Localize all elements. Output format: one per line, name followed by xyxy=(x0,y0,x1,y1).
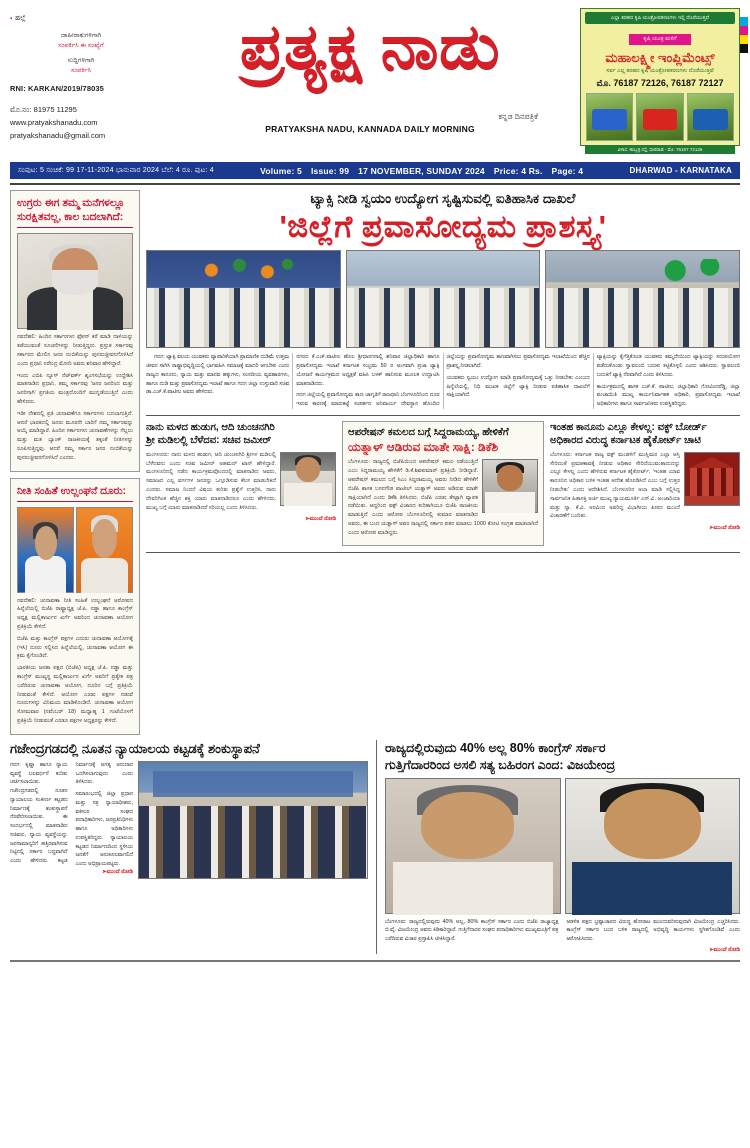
bottom-right-headline-line2: ಗುತ್ತಿಗೆದಾರರಿಂದ ಅಸಲಿ ಸತ್ಯ ಬಹಿರಂಗ ಎಂದ: ವಿಜಯೇಂದ್ರ xyxy=(385,757,616,772)
masthead-advertisement[interactable] xyxy=(580,8,740,153)
bottom-story-row xyxy=(10,740,740,954)
bottom-story-court-foundation[interactable] xyxy=(10,740,368,954)
print-color-bar xyxy=(740,17,748,53)
photo-narendra-modi xyxy=(17,233,133,329)
photo-karnataka-high-court xyxy=(684,452,740,506)
bottom-right-headline xyxy=(385,740,740,774)
mid-story-highcourt[interactable] xyxy=(550,421,740,546)
photo-siddaramaiah xyxy=(385,778,561,914)
rni-number: RNI: KARKAN/2019/78035 xyxy=(10,84,104,94)
bottom-left-para1: ಗದಗ: ಕೃಷ್ಣಾ ಹಾಗೂ ನ್ಯಾಯ ವ್ಯವಸ್ಥೆ ಬಲವರ್ಧನೆ ಕುರಿತು ಚರ್ಚಿಸಲಾಯಿತು. ಗಜೇಂದ್ರಗಡದಲ್ಲಿ ನೂತನ ನ್ಯಾಯಾಲಯ ಸಂಕೀರ್ಣ ಕಟ್ಟಡದ ನಿರ್ಮಾಣಕ್ಕೆ ಶಂಕುಸ್ಥಾಪನೆ ನೆರವೇರಿಸಲಾಯಿತು. ಈ ಸಂದರ್ಭದಲ್ಲಿ ಮಾತನಾಡಿದ ಸಚಿವರು, ನ್ಯಾಯ ವ್ಯವಸ್ಥೆಯನ್ನು ಜನಸಾಮಾನ್ಯರಿಗೆ ಹತ್ತಿರವಾಗಿಸುವ ನಿಟ್ಟಿನಲ್ಲಿ ಸರ್ಕಾರ ಬದ್ಧವಾಗಿದೆ ಎಂದು ಹೇಳಿದರು. ಕಟ್ಟಡ ನಿರ್ಮಾಣಕ್ಕೆ ಅಗತ್ಯ ಅನುದಾನ ಒದಗಿಸಲಾಗುವುದು ಎಂದು ತಿಳಿಸಿದರು. xyxy=(10,761,133,865)
mid-story3-continued[interactable]: ➤ ಮುಂದೆ ನೋಡಿ xyxy=(709,524,740,533)
photo-dk-shivakumar xyxy=(482,459,538,513)
sidebar-story2-photos xyxy=(17,507,133,593)
lead-para-3: ಗದಗ ಜಿಲ್ಲೆಯಲ್ಲಿ ಪ್ರವಾಸೋದ್ಯಮ ತಾಣ ಜಾಗೃತಿಗೆ ರಾಜಧಾನಿ ಬೆಂಗಳೂರಿನಿಂದ ದೂರ ಇರುವ ಕಾರಣಕ್ಕೆ ಮಾರುಕಟ್ಟೆ ಸಂಪರ್ಕದ ಅನಿವಾರ್ಯ ದೇವಸ್ಥಾನ ಹೊಂದಿದ ಜಿಲ್ಲೆಯನ್ನು ಪ್ರವಾಸೋದ್ಯಮ ತಾಣವಾಗಿಸಲು ಪ್ರವಾಸೋದ್ಯಮ ಇಲಾಖೆಯಿಂದ ಹೆಚ್ಚಿನ ಪ್ರಾಶಸ್ತ್ಯ ನೀಡಲಾಗಿದೆ. xyxy=(296,354,590,408)
sidebar-story1-body xyxy=(17,333,133,462)
volume-label: Volume: 5 xyxy=(260,165,302,176)
mid-story2-headline-line2: ಯತ್ನಾಳ್ ಆಡಿರುವ ಮಾತೇ ಸಾಕ್ಷಿ: ಡಿಕೆಶಿ xyxy=(348,440,499,455)
mid-story3-body xyxy=(550,451,740,532)
photo-zameer-ahmed-khan xyxy=(280,452,336,506)
bottom-right-photos xyxy=(385,778,740,914)
news-contact-line1: ಸುದ್ದಿಗಳಿಗಾಗಿ xyxy=(67,56,95,64)
photo-taxi-flag-off xyxy=(545,250,740,348)
masthead xyxy=(10,8,740,158)
issue-pages: Page: 4 xyxy=(551,165,584,176)
ad-top-strip: ಎಲ್ಲಾ ತರಹದ ಕೃಷಿ ಯಂತ್ರೋಪಕರಣಗಳು ಇಲ್ಲಿ ದೊರೆಯುತ್ತವೆ xyxy=(585,12,735,24)
bottom-right-para1: ಬೆಂಗಳೂರು: ರಾಜ್ಯದಲ್ಲಿರುವುದು 40% ಅಲ್ಲ, 80% ಕಾಂಗ್ರೆಸ್ ಸರ್ಕಾರ ಎಂದು ಬಿಜೆಪಿ ರಾಜ್ಯಾಧ್ಯಕ್ಷ ಬಿ.ವೈ. ವಿಜಯೇಂದ್ರ ಅವರು ಕಿಡಿಕಾರಿದ್ದಾರೆ. ಗುತ್ತಿಗೆದಾರರ ಸಂಘದ ಪದಾಧಿಕಾರಿಗಳು ಮುಖ್ಯಮಂತ್ರಿಗೆ ಪತ್ರ ಬರೆದಿರುವ ವಿಚಾರ ಪ್ರಸ್ತಾಪಿಸಿ ಟೀಕಿಸಿದ್ದಾರೆ. xyxy=(385,918,559,943)
lead-para-1: ಗದಗ: ಟ್ಯಾಕ್ಸಿ ವಲಯ ಯುವಕರು ವ್ಯಾಪಾರಿಕೆಯಾಗಿ ಪ್ರಾಮಾಣಿಕ ದುಡಿಮೆ ಉತ್ತಮ ಜೀವನ ಸಾಗಿಸಿ ರಾಷ್ಟ್ರಾಭಿವೃದ್ಧಿಯಲ್ಲಿ ಭಾಗವಹಿಸಿ ಸಮಾಜಕ್ಕೆ ಮಾದರಿ ಆಗಬೇಕು ಎಂದು ರಾಜ್ಯದ ಕಾನೂನು, ನ್ಯಾಯ ಮತ್ತು ಮಾನವ ಹಕ್ಕುಗಳು, ಸಂಸದೀಯ ವ್ಯವಹಾರಗಳು, ಹಾಗೂ ದುಡಿ ಮತ್ತು ಪ್ರವಾಸೋದ್ಯಮ ಇಲಾಖೆ ಹಾಗೂ ಗದಗ ಜಿಲ್ಲಾ ಉಸ್ತುವಾರಿ ಸಚಿವ ಡಾ.ಎಚ್.ಕೆ.ಪಾಟೀಲ ಅವರು ಹೇಳಿದರು. xyxy=(146,354,290,396)
masthead-website[interactable]: www.pratyakshanadu.com xyxy=(10,117,98,127)
tagline-kannada: ಕನ್ನಡ ದಿನಪತ್ರಿಕೆ xyxy=(498,112,538,122)
lead-story-body xyxy=(146,353,740,409)
bottom-right-headline-line1: ರಾಜ್ಯದಲ್ಲಿರುವುದು 40% ಅಲ್ಲ 80% ಕಾಂಗ್ರೆಸ್ ಸರ್ಕಾರ xyxy=(385,740,606,755)
lead-headline: 'ಜಿಲ್ಲೆಗೆ ಪ್ರವಾಸೋದ್ಯಮ ಪ್ರಾಶಸ್ತ್ಯ' xyxy=(279,208,607,244)
issue-price: Price: 4 Rs. xyxy=(493,165,543,176)
sidebar-story-code-violation[interactable] xyxy=(10,478,140,735)
bottom-left-para2: ಸಮಾರಂಭದಲ್ಲಿ ಜಿಲ್ಲಾ ಪ್ರಧಾನ ಮತ್ತು ಸತ್ರ ನ್ಯಾಯಾಧೀಶರು, ವಕೀಲರ ಸಂಘದ ಪದಾಧಿಕಾರಿಗಳು, ಜನಪ್ರತಿನಿಧಿಗಳು ಹಾಗೂ ಅಧಿಕಾರಿಗಳು ಉಪಸ್ಥಿತರಿದ್ದರು. ನ್ಯಾಯಾಲಯ ಕಟ್ಟಡದ ನಿರ್ಮಾಣದಿಂದ ಸ್ಥಳೀಯ ಜನತೆಗೆ ಅನುಕೂಲವಾಗಲಿದೆ ಎಂದು ಅಭಿಪ್ರಾಯಪಟ್ಟರು. xyxy=(75,791,133,868)
tagline-english: PRATYAKSHA NADU, KANNADA DAILY MORNING xyxy=(265,124,475,135)
masthead-email[interactable]: pratyakshanadu@gmail.com xyxy=(10,130,106,140)
photo-mallikarjun-kharge xyxy=(76,507,133,593)
lead-para-5: ಟ್ಯಾಕ್ಸಿಯನ್ನು ಕೈಗೆತ್ತಿಕೊಂಡ ಯುವಕರು ತಮ್ಮದೇಯಿಂದ ಟ್ಯಾಕ್ಸಿಯನ್ನು ಸದುಪಯೋಗ ಪಡೆದುಕೊಂಡು ಸ್ವಾವಲಂಬಿ ಬದುಕು ಕಟ್ಟಿಕೊಳ್ಳಲಿ ಎಂದು ಆಶಿಸಿದರು. ಸ್ವಾವಲಂಬಿ ಬದುಕಿಗೆ ಟ್ಯಾಕ್ಸಿ ನೆರವಾಗಿದೆ ಎಂದು ತಿಳಿಸಿದರು. xyxy=(596,354,740,378)
mid-story1-headline-line2: ಶ್ರೀ ಮಡಿಲಲ್ಲಿ ಬೆಳೆದವ: ಸಚಿವ ಜಮೀರ್ xyxy=(146,435,272,447)
ad-image-plough xyxy=(586,93,633,141)
lead-para-2: ನಗರದ ಕೆ.ಎಚ್.ಪಾಟೀಲ ಹೊಲ ಶ್ರೀಧಾರಗನಾಲ್ಲಿ ಶನಿವಾರ ಜಿಲ್ಲಾಧಿಕಾರಿ ಹಾಗೂ ಪ್ರವಾಸೋದ್ಯಮ ಇಲಾಖೆ ಕರ್ನಾಟಕ ಸಂಭ್ರಮ 50 ರ ಅಂಗವಾಗಿ ಪ್ರಜಾ ಟ್ಯಾಕ್ಸಿ ಯೋಜನೆ ಕಾರ್ಯಕ್ರಮದ ಅಧ್ಯಕ್ಷತೆ ವಹಿಸಿ ಬಳಕ್ ಹಾನಿಸುವ ಮೂಲಕ ಉದ್ಘಾಟಿಸಿ ಮಾತನಾಡಿದರು. xyxy=(296,354,440,387)
photo-by-vijayendra xyxy=(565,778,741,914)
sidebar-story2-para3: ಭಾರತೀಯ ಜನತಾ ಪಕ್ಷದ (ಬಿಜೆಪಿ) ಅಧ್ಯಕ್ಷ ಜೆ.ಪಿ. ನಡ್ಡಾ ಮತ್ತು ಕಾಂಗ್ರೆಸ್ ಮುಖ್ಯಸ್ಥ ಮಲ್ಲಿಕಾರ್ಜುನ ಖರ್ಗೆ ಅವರಿಗೆ ಪ್ರತ್ಯೇಕ ಪತ್ರ ಬರೆದಿರುವ ಚುನಾವಣಾ ಆಯೋಗ, ದೂರಿನ ಬಗ್ಗೆ ಪ್ರತಿಕ್ರಿಯೆ ನೀಡುವಂತೆ ಕೇಳಿದೆ. ಆಯೋಗ ಎರಡು ಪಕ್ಷಗಳ ನಡುವೆ ದೂರುಗಳನ್ನು ವಿನಿಮಯ ಮಾಡಿಕೊಂಡಿದೆ. ಚುನಾವಣಾ ಆಯೋಗ ಸೋಮವಾರ (ನವೆಂಬರ್ 18) ಮಧ್ಯಾಹ್ನ 1 ಗಂಟೆಯೊಳಗೆ ಪ್ರತಿಕ್ರಿಯೆ ನೀಡುವಂತೆ ಎರಡೂ ಪಕ್ಷಗಳ ಅಧ್ಯಕ್ಷರನ್ನು ಕೇಳಿದೆ. xyxy=(17,665,133,725)
mid-story3-headline xyxy=(550,421,740,448)
mid-story2-headline-line1: ಆಪರೇಷನ್ ಕಮಲದ ಬಗ್ಗೆ ಸಿದ್ದರಾಮಯ್ಯ, ಹೇಳಿಕೆಗೆ xyxy=(348,426,509,438)
sidebar-story-modi[interactable] xyxy=(10,190,140,472)
ad-contact-line2: ಸಂಪರ್ಕಿಸಿ ಈ ಸಂಖ್ಯೆಗೆ xyxy=(58,41,104,49)
mid-story2-headline xyxy=(348,426,538,456)
mid-story-row xyxy=(146,421,740,546)
masthead-contact-block xyxy=(10,103,160,142)
news-contact-line2: ಸಂಪರ್ಕಿಸಿ xyxy=(70,67,92,75)
sidebar-story1-para1: ನವದೆಹಲಿ: ಹಿಂದಿನ ಸರ್ಕಾರಗಳು ಫೋನ್ ಕರೆ ಮಾಡಿ ದಾಳಿಯನ್ನು ತಡೆಯುವಂತೆ ಸೂಚನೆಗಳನ್ನು ನೀಡುತ್ತಿದ್ದರು. ಪ್ರಸ್ತುತ ಸರ್ಕಾರವು ಸರ್ಕಾರದ ಮೇಲಿನ ಜನರ ನಂಬಿಕೆಯನ್ನು ಪುನರುಜ್ಜೀವನಗೊಳಿಸಿದೆ ಎಂದು ಪ್ರಧಾನಿ ನರೇಂದ್ರ ಮೋದಿ ಅವರು ಶನಿವಾರ ಹೇಳಿದ್ದಾರೆ. xyxy=(17,334,133,367)
sidebar-story2-para1: ನವದೆಹಲಿ: ಚುನಾವಣಾ ನೀತಿ ಸಂಹಿತೆ ಉಲ್ಲಂಘನೆ ಆರೋಪದ ಹಿನ್ನೆಲೆಯಲ್ಲಿ ಬಿಜೆಪಿ ರಾಷ್ಟ್ರಾಧ್ಯಕ್ಷ ಜೆ.ಪಿ. ನಡ್ಡಾ ಹಾಗೂ ಕಾಂಗ್ರೆಸ್ ಅಧ್ಯಕ್ಷ ಮಲ್ಲಿಕಾರ್ಜುನ ಖರ್ಗೆ ಅವರಿಂದ ಚುನಾವಣಾ ಆಯೋಗ ಪ್ರತಿಕ್ರಿಯೆ ಕೇಳಿದೆ. xyxy=(17,597,133,631)
mid-story3-text: ಬೆಂಗಳೂರು: ಕರ್ನಾಟಕ ರಾಜ್ಯ ವಕ್ಫ್ ಮಂಡಳಿಗೆ ಮುಸ್ಲಿಮರ ಎಲ್ಲಾ ಆಸ್ತಿ ಸೇರಿದಂತೆ ಪ್ರಮಾಣಾವಕ್ಕೆ ನೀಡುವ ಅಧಿಕಾರ ಸೇರಿದೆಯುವಂತಾದುದನ್ನು ಎಲ್ಲೂ ಕೇಳಲ್ಲ ಎಂದು ಹೇಳಿರುವ ಕರ್ನಾಟಕ ಹೈಕೋರ್ಟ್, 'ಇಂತಹ ಯಾವ ಕಾನೂನಿನ ಅಧಿಕಾರ ಬಳಿಕ ಇಂತಹ ಆದೇಶ ಹೊರಡಿಸಿದೆ ಎಂಬ ಬಗ್ಗೆ ಉತ್ತರ ನೀಡಬೇಕು' ಎಂದು ಆದೇಶಿಸಿದೆ. ಬೆಂಗಳೂರಿನ ಅಲಾ ಮಾಡಿ ಸಲ್ಲಿಸಿದ್ದ ಸಾರ್ವಜನಿಕ ಹಿತಾಸಕ್ತಿ ಅರ್ಜಿ ಮುಖ್ಯ ನ್ಯಾಯಮೂರ್ತಿ ಎನ್.ವಿ. ಅಂಜಾರಿಯಾ ಮತ್ತು ನ್ಯಾ. ಕೆ.ವಿ. ಅರವಿಂದ ಅವರಿದ್ದ ವಿಭಾಗೀಯ ಪೀಠದ ಮುಂದೆ ವಿಚಾರಣೆಗೆ ಬಂದಿತು. xyxy=(550,451,680,520)
lead-kicker: ಟ್ಯಾಕ್ಸಿ ನೀಡಿ ಸ್ವಯಂ ಉದ್ಯೋಗ ಸೃಷ್ಟಿಸುವಲ್ಲಿ ಐತಿಹಾಸಿಕ ದಾಖಲೆ xyxy=(310,191,576,206)
mid-story1-headline xyxy=(146,421,336,448)
mid-story2-body xyxy=(348,458,538,537)
bottom-right-para2: ಆಡಳಿತ ಪಕ್ಷದ ಭ್ರಷ್ಟಾಚಾರದ ವಿರುದ್ಧ ಹೋರಾಟ ಮುಂದುವರಿಸುವುದಾಗಿ ವಿಜಯೇಂದ್ರ ಎಚ್ಚರಿಸಿದರು. ಕಾಂಗ್ರೆಸ್ ಸರ್ಕಾರ ಬಂದ ಬಳಿಕ ರಾಜ್ಯದಲ್ಲಿ ಅಭಿವೃದ್ಧಿ ಕಾರ್ಯಗಳು ಸ್ಥಗಿತಗೊಂಡಿವೆ ಎಂದು ಆರೋಪಿಸಿದರು. xyxy=(566,918,740,943)
issue-info-kannada: ಸಂಪುಟ: 5 ಸಂಚಿಕೆ: 99 17-11-2024 ಭಾನುವಾರ 2024 ಬೆಲೆ: 4 ರೂ. ಪುಟ: 4 xyxy=(18,166,214,174)
mid-story-zameer[interactable] xyxy=(146,421,336,546)
photo-court-foundation-ceremony xyxy=(138,761,368,879)
sidebar-story2-body xyxy=(17,597,133,726)
ad-footer-address: ವಿಳಾಸ: ಹುಬ್ಬಳ್ಳಿ ರಸ್ತೆ, ಧಾರವಾಡ - ಮೊ: 76187 72126 xyxy=(585,145,735,154)
mid-story2-text: ಬೆಂಗಳೂರು: ರಾಜ್ಯದಲ್ಲಿ ಬಿಜೆಪಿಯಿಂದ ಆಪರೇಷನ್ ಕಮಲ ನಡೆಯುತ್ತಿದೆ ಎಂಬ ಸಿದ್ದರಾಮಯ್ಯ ಹೇಳಿಕೆಗೆ ಡಿ.ಕೆ.ಶಿವಕುಮಾರ್ ಪ್ರತಿಕ್ರಿಯೆ ನೀಡಿದ್ದಾರೆ. ಆಪರೇಷನ್ ಕಮಲದ ಬಗ್ಗೆ ಸಿಎಂ ಸಿದ್ದರಾಮಯ್ಯ ಅವರು ನೀಡಿದ ಹೇಳಿಕೆಗೆ ಬಿಜೆಪಿ ಶಾಸಕ ಬಸನಗೌಡ ಪಾಟೀಲ್ ಯತ್ನಾಳ್ ಅವರು ಆಡಿರುವ ಮಾತೇ ಸಾಕ್ಷಿಯಾಗಿದೆ ಎಂದು ಡಿಕೆಶಿ ತಿಳಿಸಿದರು. ಬಿಜೆಪಿ ಎರಡು ತೇಟ್ಟಾಗಿ ವ್ಯಾಪಕ ನಡೆಯಿತು. ಆದ್ದರಿಂದ ವಕ್ಫ್ ವಿಚಾರದ ಕುರಿತಾಗಿಯೂ ಬಿಜೆಪಿ ರಾಜಕೀಯ ಮಾಡುತ್ತಿದೆ ಎಂದು ಆರೋಪ ಬೆಂಗಳೂರಿನಲ್ಲಿ ಕುಮಾರ ಮಾತನಾಡಿದ ಅವರು, ಈ ಬಂದ ಯತ್ನಾಳ್ ಅವರ ರಾಜ್ಯದಲ್ಲಿ ಸರ್ಕಾರ ಪತನ ಮಾಡಲು 1000 ಕೋಟಿ ಸಂಗ್ರಹ ಮಾಡಲಾಗಿದೆ ಎಂದು ಆರೋಪ ಮಾಡಿದ್ದರು. xyxy=(348,459,538,536)
mid-story1-body xyxy=(146,451,336,523)
main-content xyxy=(10,190,740,735)
ad-image-trailer xyxy=(687,93,734,141)
left-sidebar xyxy=(10,190,140,735)
lead-photo-strip xyxy=(146,250,740,348)
newspaper-logo: ಪ್ರತ್ಯಕ್ಷ ನಾಡು xyxy=(239,12,501,82)
masthead-left-info xyxy=(10,8,160,142)
header-divider xyxy=(10,183,740,185)
page-footer-rule xyxy=(10,960,740,962)
ad-subtitle: ಸರ್ವ ಎಲ್ಲ ತರಹದ ಕೃಷಿ ಯಂತ್ರೋಪಕರಣಗಳು ದೊರೆಯುತ್ತವೆ xyxy=(606,68,714,74)
bottom-left-continued[interactable]: ➤ ಮುಂದೆ ನೋಡಿ xyxy=(102,869,133,876)
sidebar-story2-para2: ಬಿಜೆಪಿ ಮತ್ತು ಕಾಂಗ್ರೆಸ್ ಪಕ್ಷಗಳ ಎದುರು ಚುನಾವಣಾ ಆಯೋಗಕ್ಕೆ (ಇಸಿ) ದೂರು ಸಲ್ಲಿಸಿದ ಹಿನ್ನೆಲೆಯಲ್ಲಿ, ಚುನಾವಣಾ ಆಯೋಗ ಈ ಕ್ರಮ ಕೈಗೊಂಡಿದೆ. xyxy=(17,635,133,660)
masthead-bullet-note: ▪ ಹಲ್ಲೆ xyxy=(10,14,160,25)
sidebar-story1-headline: ಉಗ್ರರು ಈಗ ತಮ್ಮ ಮನೆಗಳಲ್ಲೂ ಸುರಕ್ಷಿತವಲ್ಲ, ಕಾಲ ಬದಲಾಗಿದೆ: xyxy=(17,196,133,228)
lead-story[interactable] xyxy=(146,190,740,409)
issue-label: Issue: 99 xyxy=(310,165,350,176)
ad-image-rotavator xyxy=(636,93,683,141)
publication-place: DHARWAD - KARNATAKA xyxy=(629,166,732,175)
masthead-news-contact xyxy=(20,56,142,76)
lead-section-divider xyxy=(146,415,740,416)
bottom-right-body xyxy=(385,918,740,947)
mid-story-dks[interactable] xyxy=(342,421,544,546)
ad-product-images xyxy=(581,93,739,141)
bottom-right-continued[interactable]: ➤ ಮುಂದೆ ನೋಡಿ xyxy=(709,947,740,954)
mid-story1-continued[interactable]: ➤ ಮುಂದೆ ನೋಡಿ xyxy=(305,515,336,524)
sidebar-story1-para3: ಇಡೀ ದೇಶದಲ್ಲಿ ಪ್ರತಿ ಚುನಾವಣೆಗೂ ಸರ್ಕಾರಗಳು ಬದಲಾಗುತ್ತಿದೆ. ಆದರೆ ಭಾರತದಲ್ಲಿ ಜನರು ಮೂರನೇ ಬಾರಿಗೆ ನಮ್ಮ ಸರ್ಕಾರವನ್ನು ಆಯ್ಕೆ ಮಾಡಿದ್ದಾರೆ. ಹಿಂದಿನ ಸರ್ಕಾರಗಳು ಚುನಾವಣೆಗಳನ್ನು ಗೆಲ್ಲಲು ಮತ್ತು ಮತ ಬ್ಯಾಂಕ್ ರಾಜಕೀಯಕ್ಕೆ ತಕ್ಕಂತೆ ನೀತಿಗಳನ್ನು ರೂಪಿಸುತ್ತಿದ್ದವು. ಆದರೆ ನಮ್ಮ ಸರ್ಕಾರ ಜನರ ನಂಬಿಕೆಯನ್ನು ಪುನರುಜ್ಜೀವನಗೊಳಿಸಿದೆ ಎಂದರು. xyxy=(17,410,133,461)
ad-title: ಮಹಾಲಕ್ಷ್ಮೀ ಇಂಪ್ಲಿಮೆಂಟ್ಸ್ xyxy=(605,50,715,65)
photo-jp-nadda xyxy=(17,507,74,593)
masthead-phone: ಮೊ.ನಂ: 81975 11295 xyxy=(10,104,77,114)
issue-info-english xyxy=(214,166,630,176)
ad-ribbon: ಕೃಷಿ ಯಂತ್ರ ಮಳಿಗೆ xyxy=(629,34,690,45)
bottom-left-headline: ಗಜೇಂದ್ರಗಡದಲ್ಲಿ ನೂತನ ನ್ಯಾಯಾಲಯ ಕಟ್ಟಡಕ್ಕೆ ಶಂಕುಸ್ಥಾಪನೆ xyxy=(10,740,260,756)
sidebar-story2-headline: ನೀತಿ ಸಂಹಿತೆ ಉಲ್ಲಂಘನೆ ದೂರು: xyxy=(17,484,133,502)
bottom-left-body xyxy=(10,761,133,869)
ad-phone: ಮೊ. 76187 72126, 76187 72127 xyxy=(596,78,724,89)
mid-story3-headline-line2: ಅಧಿಕಾರದ ವಿರುದ್ಧ ಕರ್ನಾಟಕ ಹೈಕೋರ್ಟ್ ಚಾಟಿ xyxy=(550,435,701,447)
photo-taxi-key-handover xyxy=(346,250,541,348)
issue-info-bar xyxy=(10,162,740,179)
mid-story3-headline-line1: ಇಂತಹ ಕಾನೂನು ಎಲ್ಲೂ ಕೇಳಲ್ಲ: ವಕ್ಫ್ ಬೋರ್ಡ್ xyxy=(550,421,707,433)
ad-contact-line1: ಜಾಹೀರಾತುಗಳಿಗಾಗಿ xyxy=(60,31,102,39)
sidebar-story1-para2: ಇಂದು ಎಬಿಪಿ ನ್ಯೂಸ್ ನೆಟ್‌ವರ್ಕ್ ಶೃಂಗಸಭೆಯನ್ನು ಉದ್ದೇಶಿಸಿ ಮಾತನಾಡಿದ ಪ್ರಧಾನಿ, ತಮ್ಮ ಸರ್ಕಾರವು 'ಜನರ ಜನರಿಂದ ಮತ್ತು ಜನರಿಗಾಗಿ' ಪ್ರಗತಿಯ ಮಂತ್ರದೊಂದಿಗೆ ಮುನ್ನಡೆಯುತ್ತಿದೆ ಎಂದು ಹೇಳಿದರು. xyxy=(17,372,133,405)
bottom-story-vijayendra[interactable] xyxy=(376,740,740,954)
mid-story1-headline-line1: ನಾನು ಮಳದ ಹುಡುಗ, ಆದಿ ಚುಂಚನಗಿರಿ xyxy=(146,421,275,433)
mid-section-divider xyxy=(146,552,740,553)
issue-date: 17 NOVEMBER, SUNDAY 2024 xyxy=(358,165,485,176)
photo-taxi-launch-balloons xyxy=(146,250,341,348)
masthead-ad-contact xyxy=(20,31,142,51)
masthead-logo-area xyxy=(160,8,580,134)
right-main-column xyxy=(146,190,740,735)
lead-para-4: ಯುವಕರು ಸ್ವಯಂ ಉದ್ಯೋಗ ಮಾಡಿ ಪ್ರವಾಸೋದ್ಯಮಕ್ಕೆ ಒತ್ತು ನೀಡಬೇಕು ಎಂಬುದ ಹಿನ್ನೆಲೆಯಲ್ಲಿ, ನಿಧಿ ಮುಖಕ ಜಿಲ್ಲೆಗೆ ಟ್ಯಾಕ್ಸಿ ನೀಡುವ ಐತಿಹಾಸಿಕ ದಾಖಲೆಗೆ ಸಾಕ್ಷಿಯಾಗಿದೆ. xyxy=(446,374,590,399)
mid-story1-text: ಮಂಗಳೂರು: ನಾನು ಮಳದ ಹುಡುಗ, ಆದಿ ಚುಂಚನಗಿರಿ ಶ್ರೀಗಳ ಮಡಿಲಲ್ಲಿ ಬೆಳೆದವನು ಎಂದು ಸಚಿವ ಜಮೀರ್ ಅಹಮದ್ ಖಾನ್ ಹೇಳಿದ್ದಾರೆ. ಮಂಗಳೂರಿನಲ್ಲಿ ನಡೆದ ಕಾರ್ಯಕ್ರಮವೊಂದರಲ್ಲಿ ಮಾತನಾಡಿದ ಅವರು, ಸಮಾಜದ ಎಲ್ಲ ವರ್ಗಗಳ ಜನರನ್ನು ಒಗ್ಗೂಡಿಸುವ ಕೆಲಸ ಮಾಡಬೇಕಿದೆ ಎಂದರು. ಸಮಾಜ ನಿಂದನೆ ವಿಷಯ ಕುರಿತು ಪ್ರಶ್ನೆಗೆ ಉತ್ತರಿಸಿ, ನಾನು ದೇವರಿಗಿಂತ ಹೆಚ್ಚಿನ ಶಕ್ತಿ ಯಾರು ಮಾತನಾಡಿದರೂ ಎಂದು ಹೇಳಿದರು. ಮುಖ್ಯ ಬಗ್ಗೆ ಯಾರು ಮಾತನಾಡಿದರೆ ಸರಿಯಲ್ಲ ಎಂದು ತಿಳಿಸಿದರು. xyxy=(146,451,276,511)
lead-para-6: ಕಾರ್ಯಕ್ರಮದಲ್ಲಿ ಶಾಸಕ ಎಚ್.ಕೆ. ಪಾಟೀಲ, ಜಿಲ್ಲಾಧಿಕಾರಿ ಗೋವಿಂದರೆಡ್ಡಿ, ಜಿಲ್ಲಾ ಪಂಚಾಯಿತಿ ಮುಖ್ಯ ಕಾರ್ಯನಿರ್ವಾಹಕ ಅಧಿಕಾರಿ, ಪ್ರವಾಸೋದ್ಯಮ ಇಲಾಖೆ ಅಧಿಕಾರಿಗಳು ಹಾಗೂ ಸಾರ್ವಜನಿಕರು ಉಪಸ್ಥಿತರಿದ್ದರು. xyxy=(596,383,740,408)
